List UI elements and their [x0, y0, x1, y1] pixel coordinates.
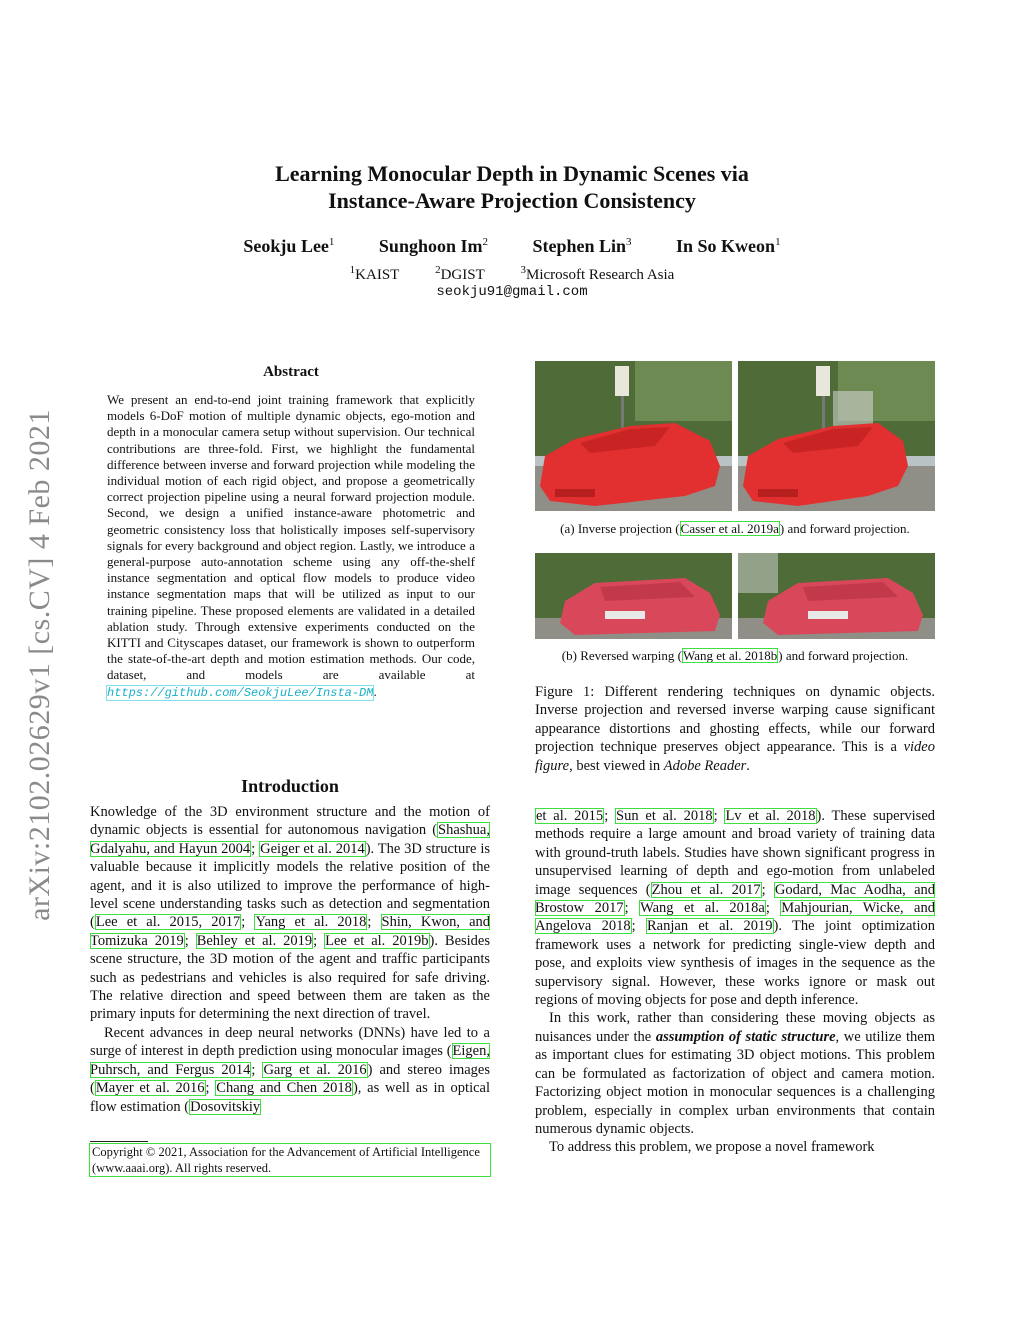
subfigure-b-caption: (b) Reversed warping (Wang et al. 2018b) and forward projection.: [561, 648, 909, 663]
paragraph: Knowledge of the 3D environment structure and the motion of dynamic objects is essential for autonomous navigation (Shashua, Gdalyahu, and Hayun 2004; Geiger et al. 2014). The 3D structure is valuable because it implicitly models the relative position of the agent, and it is also utilized to improve the performance of high-level scene understanding tasks such as detection and segmentation (Lee et al. 2015, 2017; Yang et al. 2018; Shin, Kwon, and Tomizuka 2019; Behley et al. 2019; Lee et al. 2019b). Besides scene structure, the 3D motion of the agent and traffic participants such as pedestrians and vehicles is also required for safe driving. The relative direction and speed between them are taken as the primary inputs for determining the next direction of travel.: [90, 804, 491, 1023]
affiliation: $^3$Microsoft Research Asia: [520, 264, 675, 283]
forward-projection-image-b: [738, 553, 935, 639]
citation-link[interactable]: Mayer et al. 2016: [95, 1080, 205, 1097]
citation-link[interactable]: Lv et al. 2018: [725, 808, 816, 824]
author-email: seokju91@gmail.com: [436, 284, 588, 300]
arxiv-stamp: [20, 370, 60, 960]
figure-row-a: [535, 361, 935, 511]
copyright-footnote[interactable]: Copyright © 2021, Association for the Advancement of Artificial Intelligence (www.aaai.org). All rights reserved.: [90, 1144, 490, 1176]
paragraph: To address this problem, we propose a novel framework: [549, 1139, 875, 1156]
citation-link[interactable]: Ranjan et al. 2019: [647, 918, 773, 935]
author: In So Kweon$^1$: [676, 236, 781, 256]
citation-link[interactable]: Wang et al. 2018b: [683, 648, 778, 663]
paragraph: In this work, rather than considering these moving objects as nuisances under the assumption of static structure, we utilize them as important clues for estimating 3D object motions. This problem can be formulated as factorization of object and camera motion. Factorizing object motion in monocular sequences is a challenging problem, especially in complex urban environments that contain numerous dynamic objects.: [535, 1010, 936, 1137]
citation-link[interactable]: Dosovitskiy: [190, 1098, 261, 1115]
paragraph: et al. 2015; Sun et al. 2018; Lv et al. 2018). These supervised methods require a large amount and broad variety of training data with ground-truth labels. Studies have shown significant progress in unsupervised learning of depth and ego-motion from unlabeled image sequences (Zhou et al. 2017; Godard, Mac Aodha, and Brostow 2017; Wang et al. 2018a; Mahjourian, Wicke, and Angelova 2018; Ranjan et al. 2019). The joint optimization framework uses a network for predicting single-view depth and pose, and exploits view synthesis of images in the sequence as the supervisory signal. However, these works ignore or mask out regions of moving objects for pose and depth inference.: [535, 808, 936, 1009]
citation-link[interactable]: Yang et al. 2018: [255, 914, 367, 931]
citation-link[interactable]: Sun et al. 2018: [616, 808, 713, 824]
author: Sunghoon Im$^2$: [378, 236, 488, 256]
citation-link[interactable]: Wang et al. 2018a: [640, 900, 765, 917]
title-line-1: Learning Monocular Depth in Dynamic Scenes via: [275, 161, 749, 186]
citation-link[interactable]: Eigen, Puhrsch, and Fergus 2014: [90, 1043, 490, 1078]
citation-link[interactable]: Chang and Chen 2018: [216, 1080, 352, 1097]
citation-link[interactable]: Lee et al. 2015, 2017: [95, 914, 241, 931]
abstract-heading: Abstract: [263, 364, 319, 380]
affiliation: $^1$KAIST: [349, 264, 400, 283]
citation-link[interactable]: Zhou et al. 2017: [651, 881, 761, 898]
citation-link[interactable]: Mahjourian, Wicke, and Angelova 2018: [535, 900, 935, 935]
paragraph: Recent advances in deep neural networks (DNNs) have led to a surge of interest in depth prediction using monocular images (Eigen, Puhrsch, and Fergus 2014; Garg et al. 2016) and stereo images (Mayer et al. 2016; Chang and Chen 2018), as well as in optical flow estimation (Dosovitskiy: [90, 1024, 491, 1115]
subfigure-a-caption: (a) Inverse projection (Casser et al. 2019a) and forward projection.: [560, 521, 910, 536]
figure-caption: Figure 1: Different rendering techniques on dynamic objects. Inverse projection and reversed inverse warping cause significant appearance distortions and ghosting effects, while our forward projection technique preserves object appearance. This is a video figure, best viewed in Adobe Reader.: [535, 684, 935, 774]
footnote-rule: [90, 1141, 148, 1142]
citation-link[interactable]: Shin, Kwon, and Tomizuka 2019: [90, 914, 491, 949]
author: Seokju Lee$^1$: [243, 236, 335, 256]
introduction-heading: Introduction: [241, 776, 339, 796]
affiliation: $^2$DGIST: [435, 264, 485, 283]
title-line-2: Instance-Aware Projection Consistency: [328, 188, 696, 213]
citation-link[interactable]: Godard, Mac Aodha, and Brostow 2017: [535, 881, 936, 917]
reversed-warping-image: [535, 553, 732, 639]
left-column-body: [90, 803, 490, 1116]
inverse-projection-image: [535, 361, 732, 511]
right-column-body: [535, 807, 935, 1157]
author: Stephen Lin$^3$: [532, 236, 632, 256]
affiliation-list: [0, 264, 1024, 284]
citation-link[interactable]: Shashua, Gdalyahu, and Hayun 2004: [90, 822, 490, 857]
forward-projection-image: [738, 361, 935, 511]
code-link[interactable]: https://github.com/SeokjuLee/Insta-DM: [107, 685, 374, 700]
arxiv-id: arXiv:2102.02629v1 [cs.CV] 4 Feb 2021: [23, 409, 56, 921]
author-list: [0, 236, 1024, 257]
citation-link[interactable]: Casser et al. 2019a: [680, 521, 779, 536]
abstract-text: We present an end-to-end joint training framework that explicitly models 6-DoF motion of multiple dynamic objects, ego-motion and depth in a monocular camera setup without supervision. Our technical contributions are three-fold. First, we highlight the fundamental difference between inverse and forward projection while modeling the individual motion of each rigid object, and propose a geometrically correct projection pipeline using a neural forward projection module. Second, we design a unified instance-aware photometric and geometric consistency loss that holistically imposes self-supervisory signals for every background and object region. Lastly, we introduce a general-purpose auto-annotation scheme using any off-the-shelf instance segmentation and optical flow models to produce video instance segmentation maps that will be utilized as input to our training pipeline. These proposed elements are validated in a detailed ablation study. Through extensive experiments conducted on the KITTI and Cityscapes dataset, our framework is shown to outperform the state-of-the-art depth and motion estimation methods. Our code, dataset, and models are available at https://github.com/SeokjuLee/Insta-DM.: [107, 392, 475, 700]
citation-link[interactable]: Behley et al. 2019: [196, 932, 313, 949]
citation-link[interactable]: Geiger et al. 2014: [260, 840, 365, 857]
paper-title: [0, 160, 1024, 214]
citation-link[interactable]: Garg et al. 2016: [263, 1061, 367, 1078]
citation-link[interactable]: Lee et al. 2019b: [325, 932, 429, 949]
citation-link[interactable]: et al. 2015: [536, 808, 604, 824]
figure-row-b: [535, 553, 935, 639]
